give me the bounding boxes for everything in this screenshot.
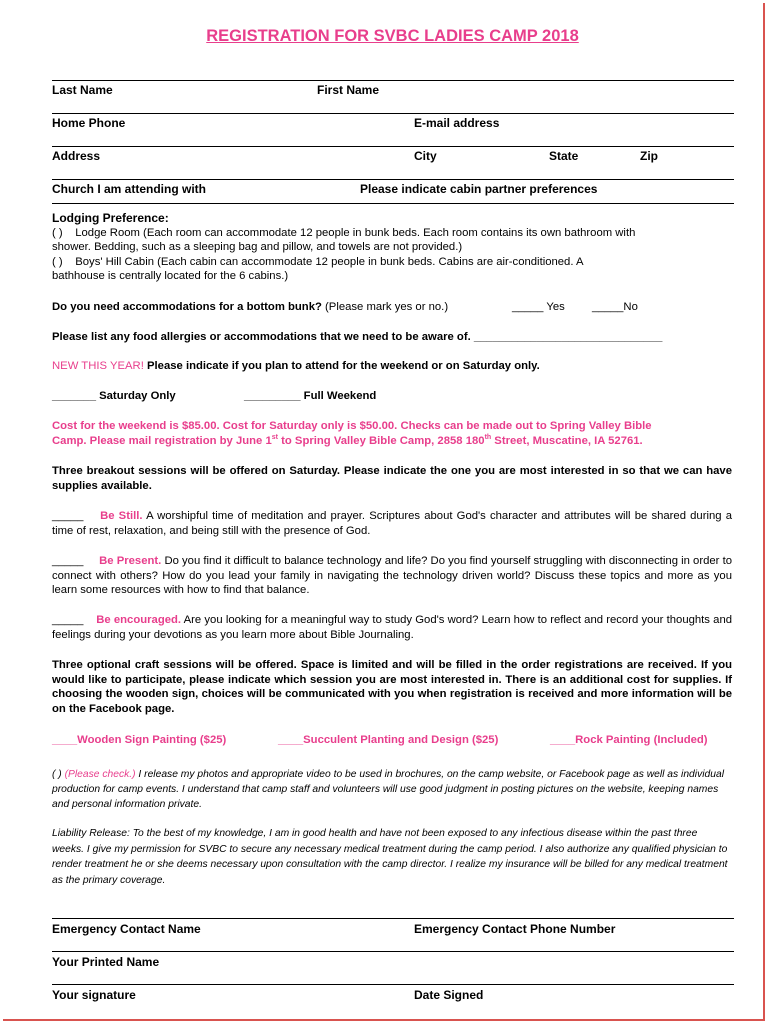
attendance-prompt: Please indicate if you plan to attend for the weekend or on Saturday only. — [147, 360, 540, 372]
lodging-option-cabin[interactable] — [52, 255, 584, 270]
session-name: Be Present. — [99, 555, 162, 567]
session-blank[interactable]: _____ — [52, 510, 84, 522]
divider — [52, 918, 734, 919]
session-name: Be Still. — [100, 510, 143, 522]
divider — [52, 984, 734, 985]
crafts-intro: Three optional craft sessions will be offered. Space is limited and will be filled in the order registrations are received. If you would like to participate, please indicate which session you are most interested in. There is an additional cost for supplies. If choosing the wooden sign, choices will be communicated with you when registration is received and more information will be on the Facebook page. — [52, 659, 732, 715]
divider — [52, 179, 734, 180]
city-label: City — [414, 149, 437, 163]
bunk-yes[interactable]: _____ Yes — [512, 301, 565, 313]
cabin-text-cont: bathhouse is centrally located for the 6 cabins.) — [52, 270, 289, 282]
lodging-option-lodge[interactable] — [52, 226, 635, 241]
checkbox-marker[interactable]: ( ) — [52, 256, 63, 268]
church-label: Church I am attending with — [52, 182, 207, 196]
email-label: E-mail address — [414, 116, 500, 130]
bunk-hint: (Please mark yes or no.) — [325, 301, 449, 313]
divider — [52, 203, 734, 204]
state-label: State — [549, 149, 579, 163]
allergies-prompt[interactable]: Please list any food allergies or accommodations that we need to be aware of. ______________________________ — [52, 331, 663, 343]
breakout-session-be-still[interactable] — [52, 509, 732, 538]
breakout-session-be-present[interactable] — [52, 554, 732, 598]
divider — [52, 80, 734, 81]
bunk-no[interactable]: _____No — [592, 301, 638, 313]
printed-name-label: Your Printed Name — [52, 955, 160, 969]
breakout-intro: Three breakout sessions will be offered on Saturday. Please indicate the one you are most interested in so that we can have supplies available. — [52, 465, 732, 492]
divider — [52, 951, 734, 952]
photo-release[interactable] — [52, 767, 732, 812]
session-blank[interactable]: _____ — [52, 555, 84, 567]
emergency-contact-name-label: Emergency Contact Name — [52, 922, 201, 936]
cost-line-2 — [52, 434, 643, 449]
new-this-year-label: NEW THIS YEAR! — [52, 360, 144, 372]
last-name-label: Last Name — [52, 83, 113, 97]
lodge-room-text-cont: shower. Bedding, such as a sleeping bag and pillow, and towels are not provided.) — [52, 241, 463, 253]
liability-release: Liability Release: To the best of my knowledge, I am in good health and have not been exposed to any infectious disease within the past three weeks. I give my permission for SVBC to secure any necessary medical treatment during the camp period. I also authorize any qualified physician to render treatment he or she deems necessary upon consultation with the camp director. I realize my insurance will be billed for any medical treatment as the primary coverage. — [52, 828, 728, 886]
cost-text-c: Street, Muscatine, IA 52761. — [491, 435, 643, 447]
divider — [52, 113, 734, 114]
emergency-contact-phone-label: Emergency Contact Phone Number — [414, 922, 616, 936]
cabin-text: Boys' Hill Cabin (Each cabin can accommodate 12 people in bunk beds. Cabins are air-conditioned. A — [75, 256, 584, 268]
home-phone-label: Home Phone — [52, 116, 126, 130]
craft-option-wooden-sign[interactable]: ____Wooden Sign Painting ($25) — [52, 734, 227, 746]
checkbox-marker[interactable]: ( ) — [52, 227, 63, 239]
session-desc: Do you find it difficult to balance technology and life? Do you find yourself struggling with disconnecting in order to connect with others? How do you lead your family in navigating the technology driven world? Discuss these topics and more as you learn some resources with how to find that balance. — [52, 555, 732, 596]
bunk-question: Do you need accommodations for a bottom bunk? — [52, 301, 322, 313]
cost-text-b: to Spring Valley Bible Camp, 2858 180 — [277, 435, 485, 447]
bunk-question-row — [52, 300, 448, 315]
zip-label: Zip — [640, 149, 658, 163]
attendance-row — [52, 359, 540, 374]
session-desc: A worshipful time of meditation and prayer. Scriptures about God's character and attributes will be shared during a time of rest, relaxation, and being still with the presence of God. — [52, 510, 732, 537]
signature-label: Your signature — [52, 988, 136, 1002]
form-title: REGISTRATION FOR SVBC LADIES CAMP 2018 — [206, 27, 579, 45]
checkbox-marker[interactable]: ( ) — [52, 769, 62, 780]
photo-release-text: I release my photos and appropriate video to be used in brochures, on the camp website, or Facebook page as well as individual production for camp events. I understand that camp staff and volunteers will use good judgment in posting pictures on the website, keeping names and personal information private. — [52, 769, 724, 810]
session-name: Be encouraged. — [96, 614, 182, 626]
breakout-session-be-encouraged[interactable] — [52, 613, 732, 642]
full-weekend-option[interactable]: _________ Full Weekend — [244, 390, 377, 402]
first-name-label: First Name — [317, 83, 380, 97]
superscript: th — [484, 434, 492, 442]
saturday-only-option[interactable]: _______ Saturday Only — [52, 390, 176, 402]
cost-text-a: Camp. Please mail registration by June 1 — [52, 435, 272, 447]
craft-option-succulent[interactable]: ____Succulent Planting and Design ($25) — [278, 734, 499, 746]
cost-line-1: Cost for the weekend is $85.00. Cost for Saturday only is $50.00. Checks can be made out to Spring Valley Bible — [52, 420, 652, 432]
session-desc: Are you looking for a meaningful way to study God's word? Learn how to reflect and record your thoughts and feelings during your devotions as you learn more about Bible Journaling. — [52, 614, 733, 641]
cabin-partner-label: Please indicate cabin partner preferences — [360, 182, 598, 196]
craft-option-rock-painting[interactable]: ____Rock Painting (Included) — [550, 734, 708, 746]
session-blank[interactable]: _____ — [52, 614, 84, 626]
please-check-label: (Please check.) — [64, 769, 136, 780]
lodging-heading: Lodging Preference: — [52, 211, 169, 225]
date-signed-label: Date Signed — [414, 988, 484, 1002]
address-label: Address — [52, 149, 101, 163]
superscript: st — [271, 434, 278, 442]
lodge-room-text: Lodge Room (Each room can accommodate 12 people in bunk beds. Each room contains its own bathroom with — [75, 227, 636, 239]
divider — [52, 146, 734, 147]
